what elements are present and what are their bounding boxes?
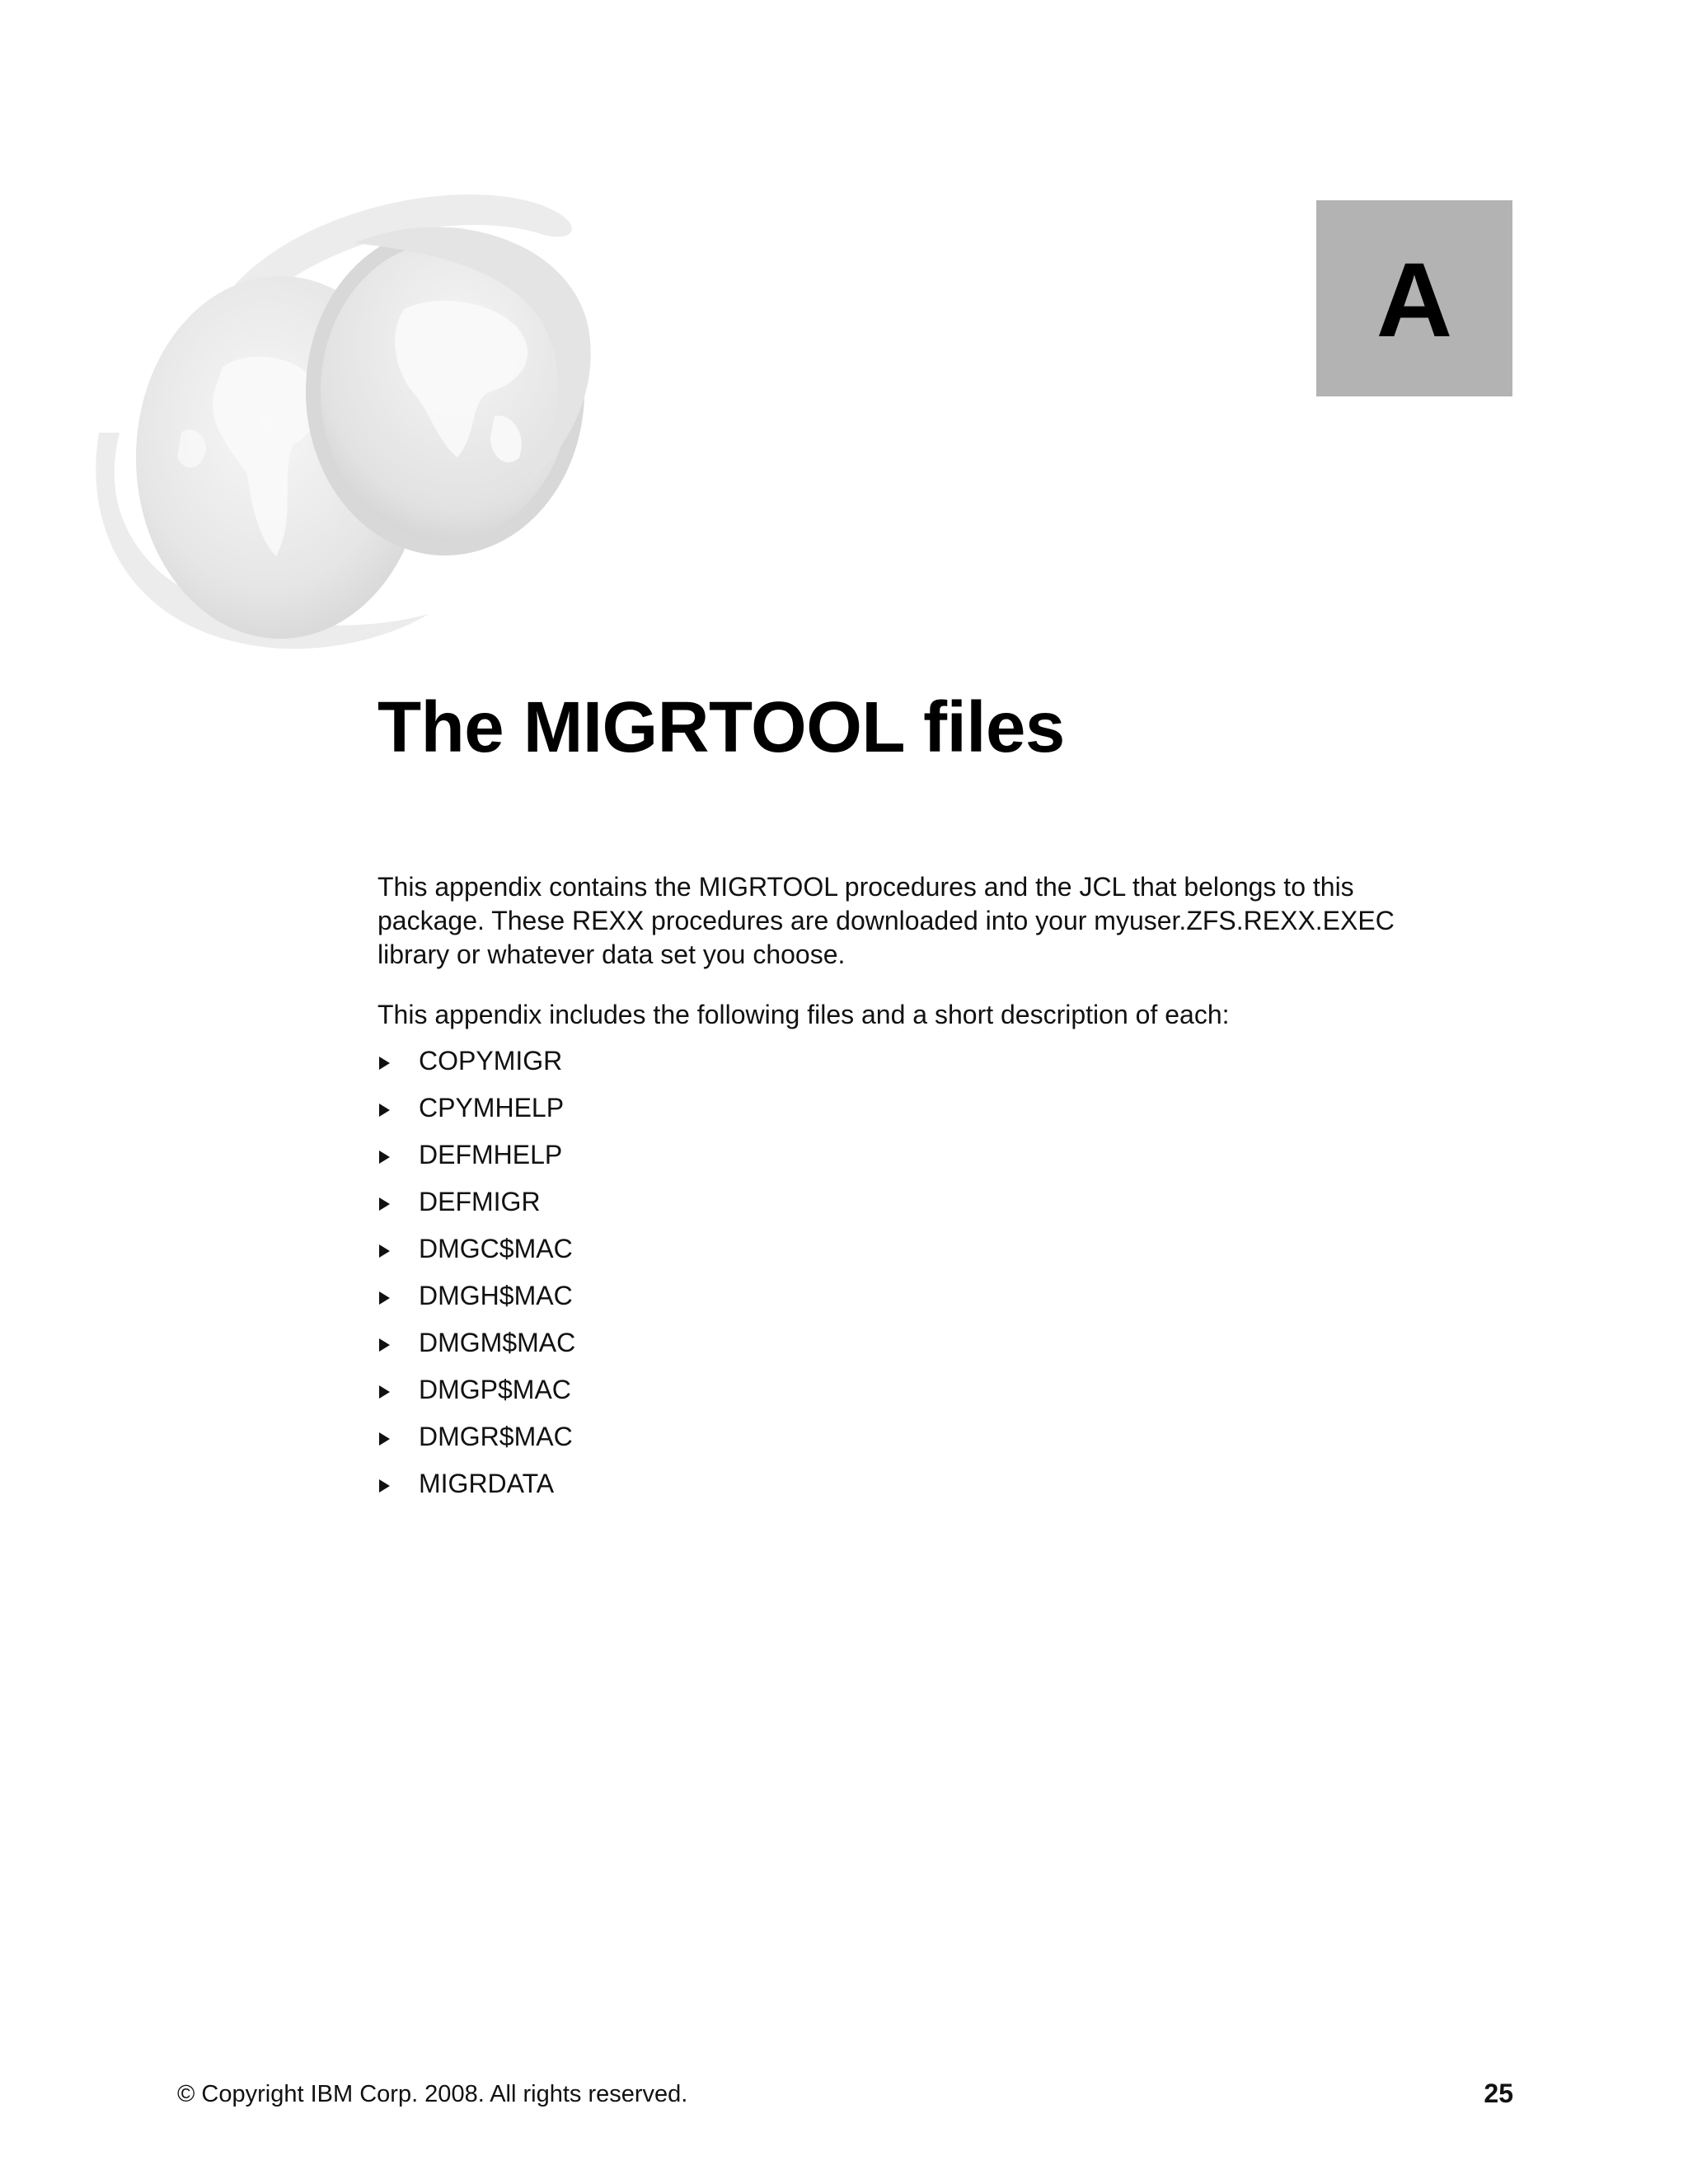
triangle-right-icon	[379, 1151, 390, 1164]
chapter-letter-box	[1316, 200, 1512, 396]
list-intro-paragraph: This appendix includes the following files and a short description of each:	[377, 1000, 1230, 1029]
triangle-right-icon	[379, 1057, 390, 1070]
file-name: DMGH$MAC	[419, 1281, 573, 1310]
footer-copyright: © Copyright IBM Corp. 2008. All rights reserved.	[177, 2081, 688, 2107]
file-name: COPYMIGR	[419, 1046, 563, 1076]
file-name: MIGRDATA	[419, 1469, 555, 1498]
body-content	[377, 870, 1449, 1514]
triangle-right-icon	[379, 1291, 390, 1305]
triangle-right-icon	[379, 1385, 390, 1399]
list-item	[377, 1279, 1449, 1326]
file-list	[377, 1044, 1449, 1514]
list-item	[377, 1232, 1449, 1279]
file-name: DMGC$MAC	[419, 1234, 573, 1263]
file-name: CPYMHELP	[419, 1093, 565, 1122]
file-name: DMGM$MAC	[419, 1328, 576, 1357]
triangle-right-icon	[379, 1104, 390, 1117]
list-item	[377, 1044, 1449, 1091]
page-title: The MIGRTOOL files	[377, 687, 1065, 767]
list-item	[377, 1326, 1449, 1373]
chapter-letter: A	[1376, 241, 1453, 359]
file-name: DMGR$MAC	[419, 1422, 573, 1451]
triangle-right-icon	[379, 1479, 390, 1493]
page-number: 25	[1484, 2079, 1513, 2108]
list-item	[377, 1091, 1449, 1138]
triangle-right-icon	[379, 1338, 390, 1352]
intro-paragraph: This appendix contains the MIGRTOOL procedures and the JCL that belongs to this package. These REXX procedures are downloaded into your myuser.ZFS.REXX.EXEC library or whatever data set you choose.	[377, 872, 1395, 969]
list-item	[377, 1373, 1449, 1420]
file-name: DMGP$MAC	[419, 1375, 571, 1404]
list-item	[377, 1420, 1449, 1467]
triangle-right-icon	[379, 1432, 390, 1446]
file-name: DEFMIGR	[419, 1187, 541, 1216]
list-item	[377, 1467, 1449, 1514]
list-item	[377, 1185, 1449, 1232]
file-name: DEFMHELP	[419, 1140, 563, 1169]
globe-swirl-logo	[82, 185, 676, 672]
triangle-right-icon	[379, 1244, 390, 1258]
triangle-right-icon	[379, 1197, 390, 1211]
list-item	[377, 1138, 1449, 1185]
